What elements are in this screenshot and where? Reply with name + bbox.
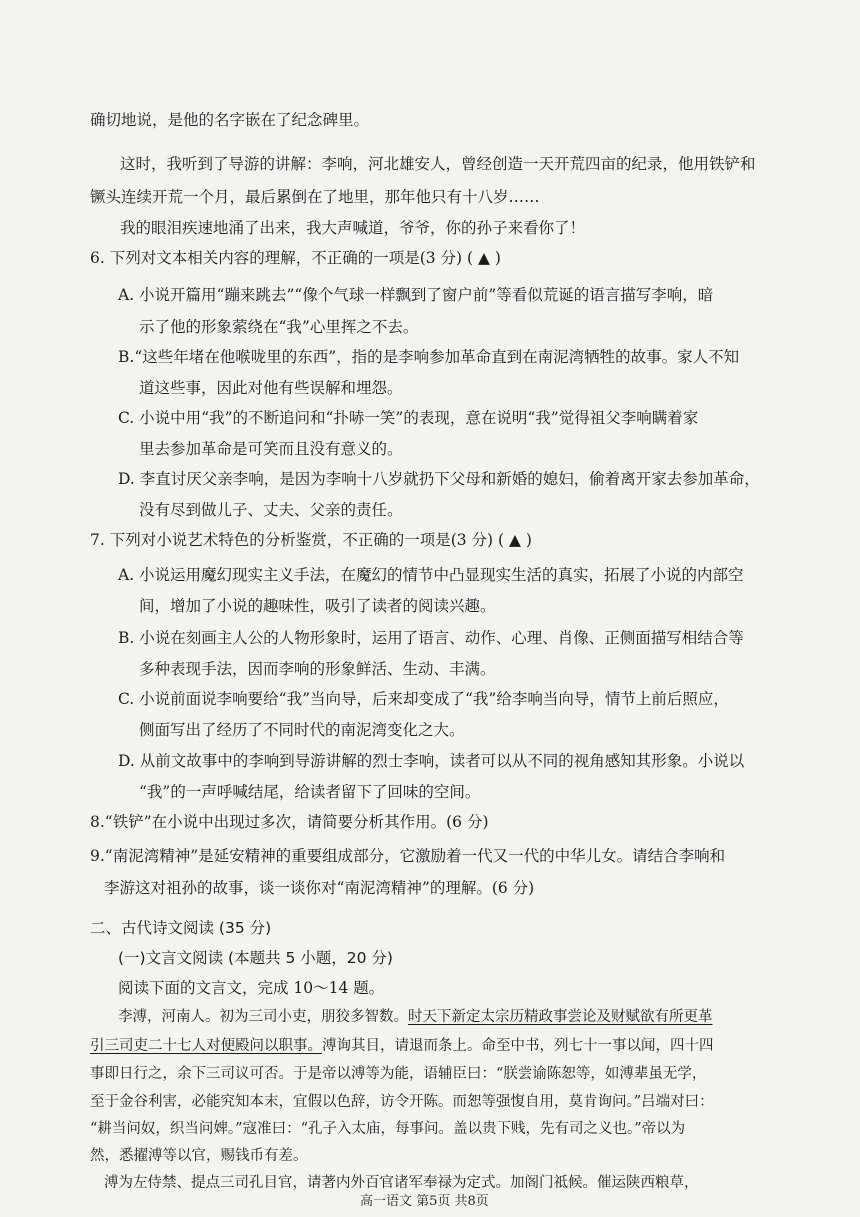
passage-line: 确切地说，是他的名字嵌在了纪念碑里。: [90, 111, 370, 129]
q7-option-c-cont: 侧面写出了经历了不同时代的南泥湾变化之大。: [139, 721, 465, 739]
q6-option-c: C. 小说中用“我”的不断追问和“扑哧一笑”的表现，意在说明“我”觉得祖父李响瞒着家: [118, 409, 699, 427]
question-7-stem: 7. 下列对小说艺术特色的分析鉴赏，不正确的一项是(3 分) ( ▲ ): [90, 531, 532, 549]
q7-option-d: D. 从前文故事中的李响到导游讲解的烈士李响，读者可以从不同的视角感知其形象。小说以: [118, 752, 745, 770]
passage-line: 镢头连续开荒一个月，最后累倒在了地里，那年他只有十八岁……: [90, 188, 540, 206]
question-9-cont: 李游这对祖孙的故事，谈一谈你对“南泥湾精神”的理解。(6 分): [104, 879, 535, 897]
classical-text-line: 事即日行之，余下三司议可否。于是帝以溥等为能，语辅臣曰：“朕尝谕陈恕等，如溥辈虽无学，: [90, 1066, 707, 1082]
q7-option-b: B. 小说在刻画主人公的人物形象时，运用了语言、动作、心理、肖像、正侧面描写相结合等: [118, 629, 744, 647]
passage-line: 这时，我听到了导游的讲解：李响，河北雄安人，曾经创造一天开荒四亩的纪录，他用铁铲和: [120, 155, 756, 173]
classical-text-line: [90, 1036, 714, 1056]
q6-option-c-cont: 里去参加革命是可笑而且没有意义的。: [139, 440, 403, 458]
classical-text-segment: 溥询其目，请退而条上。命至中书，列七十一事以闻，四十四: [322, 1038, 714, 1054]
q6-option-d-cont: 没有尽到做儿子、丈夫、父亲的责任。: [139, 501, 403, 519]
classical-text-line: 至于金谷利害，必能究知本末，宜假以色辞，访令开陈。而恕等强愎自用，莫肯询问。”吕端对曰：: [90, 1094, 714, 1110]
classical-text-line: “耕当问奴，织当问婢。”寇准曰：“孔子入太庙，每事问。盖以贵下贱，先有司之义也。”帝以为: [90, 1121, 686, 1137]
question-8: 8.“铁铲”在小说中出现过多次，请简要分析其作用。(6 分): [90, 813, 489, 831]
q6-option-b: B.“这些年堵在他喉咙里的东西”，指的是李响参加革命直到在南泥湾牺牲的故事。家人不知: [118, 348, 740, 366]
q7-option-c: C. 小说前面说李响要给“我”当向导，后来却变成了“我”给李响当向导，情节上前后照应，: [118, 690, 729, 708]
underlined-sentence: 时天下新定太宗历精政事尝论及财赋欲有所更革: [408, 1009, 713, 1025]
question-6-stem: 6. 下列对文本相关内容的理解，不正确的一项是(3 分) ( ▲ ): [90, 249, 501, 267]
classical-text-line: 溥为左侍禁、提点三司孔目官，请著内外百官诸军奉禄为定式。加阁门祗候。催运陕西粮草，: [104, 1175, 699, 1191]
page-footer: 高一语文 第5页 共8页: [360, 1194, 489, 1209]
q7-option-a-cont: 间，增加了小说的趣味性，吸引了读者的阅读兴趣。: [139, 597, 496, 615]
classical-text-line: 然，悉擢溥等以官，赐钱币有差。: [90, 1148, 308, 1164]
q6-option-a-cont: 示了他的形象萦绕在“我”心里挥之不去。: [139, 318, 419, 336]
q7-option-d-cont: “我”的一声呼喊结尾，给读者留下了回味的空间。: [139, 783, 481, 801]
passage-line: 我的眼泪疾速地涌了出来，我大声喊道，爷爷，你的孙子来看你了！: [120, 219, 586, 237]
q6-option-d: D. 李直讨厌父亲李响，是因为李响十八岁就扔下父母和新婚的媳妇，偷着离开家去参加革命，: [118, 470, 760, 488]
classical-text-line: [118, 1007, 713, 1027]
subsection-title: (一)文言文阅读 (本题共 5 小题，20 分): [118, 949, 393, 967]
question-9: 9.“南泥湾精神”是延安精神的重要组成部分，它激励着一代又一代的中华儿女。请结合李响和: [90, 847, 726, 865]
reading-instruction: 阅读下面的文言文，完成 10～14 题。: [118, 979, 385, 997]
q7-option-b-cont: 多种表现手法，因而李响的形象鲜活、生动、丰满。: [139, 660, 496, 678]
q6-option-b-cont: 道这些事，因此对他有些误解和埋怨。: [139, 379, 403, 397]
underlined-sentence: 引三司吏二十七人对便殿问以职事。: [90, 1038, 322, 1054]
q6-option-a: A. 小说开篇用“蹦来跳去”“像个气球一样飘到了窗户前”等看似荒诞的语言描写李响，暗: [118, 286, 714, 304]
q7-option-a: A. 小说运用魔幻现实主义手法，在魔幻的情节中凸显现实生活的真实，拓展了小说的内部空: [118, 566, 744, 584]
section-title: 二、古代诗文阅读 (35 分): [90, 919, 272, 937]
classical-text-segment: 李溥，河南人。初为三司小吏，朋狡多智数。: [118, 1009, 408, 1025]
